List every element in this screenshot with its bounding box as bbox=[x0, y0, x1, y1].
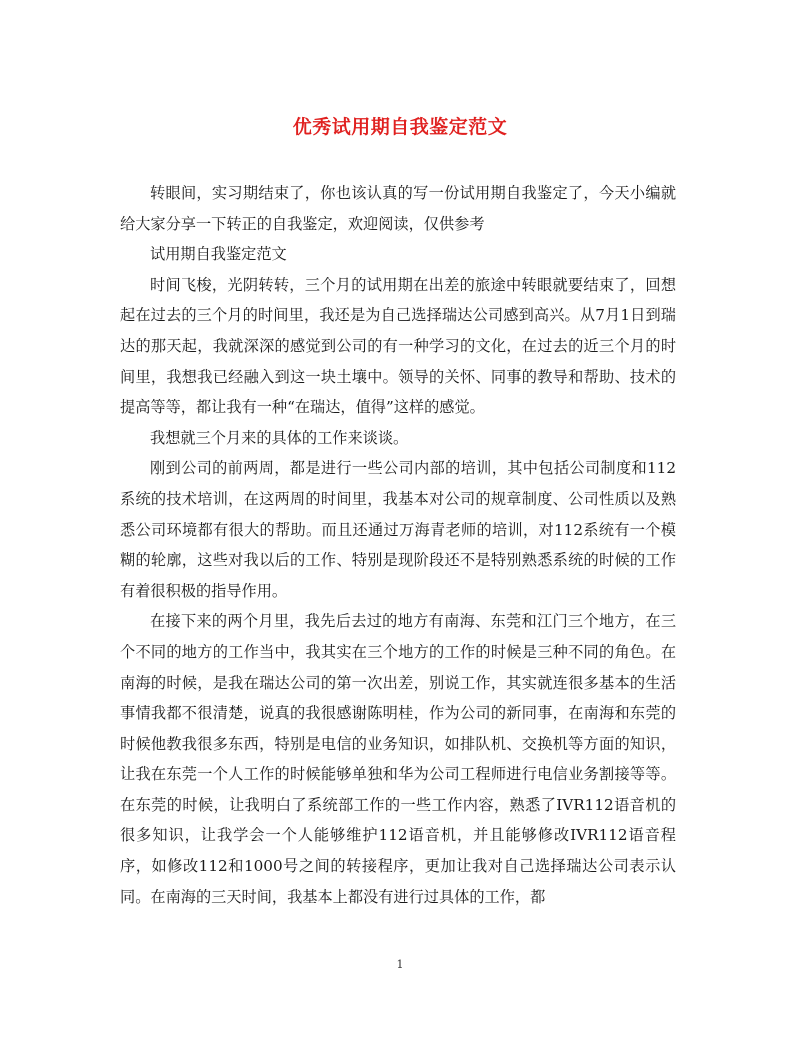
paragraph-subheading: 试用期自我鉴定范文 bbox=[150, 245, 287, 264]
page-number: 1 bbox=[396, 958, 404, 971]
paragraph-business-trips: 在接下来的两个月里，我先后去过的地方有南海、东莞和江门三个地方，在三个不同的地方的工作当中，我其实在三个地方的工作的时候是三种不同的角色。在南海的时候，是我在瑞达公司的第一次出差，别说工作，其实就连很多基本的生活事情我都不很清楚，说真的我很感谢陈明桂，作为公司的新同事，在南海和东莞的时候他教我很多东西，特别是电信的业务知识，如排队机、交换机等方面的知识，让我在东莞一个人工作的时候能够单独和华为公司工程师进行电信业务割接等等。在东莞的时候，让我明白了系统部工作的一些工作内容，熟悉了IVR112语音机的很多知识，让我学会一个人能够维护112语音机，并且能够修改IVR112语音程序，如修改112和1000号之间的转接程序，更加让我对自己选择瑞达公司表示认同。在南海的三天时间，我基本上都没有进行过具体的工作，都 bbox=[120, 612, 676, 906]
document-body bbox=[120, 178, 676, 912]
paragraph-overview: 时间飞梭，光阴转转，三个月的试用期在出差的旅途中转眼就要结束了，回想起在过去的三个月的时间里，我还是为自己选择瑞达公司感到高兴。从7月1日到瑞达的那天起，我就深深的感觉到公司的有一种学习的文化，在过去的近三个月的时间里，我想我已经融入到这一块土壤中。领导的关怀、同事的教导和帮助、技术的提高等等，都让我有一种“在瑞达，值得”这样的感觉。 bbox=[120, 275, 676, 417]
paragraph-intro: 转眼间，实习期结束了，你也该认真的写一份试用期自我鉴定了，今天小编就给大家分享一下转正的自我鉴定，欢迎阅读，仅供参考 bbox=[120, 184, 676, 233]
document-title: 优秀试用期自我鉴定范文 bbox=[292, 116, 508, 138]
paragraph-work-intro: 我想就三个月来的具体的工作来谈谈。 bbox=[150, 428, 409, 447]
paragraph-training: 刚到公司的前两周，都是进行一些公司内部的培训，其中包括公司制度和112系统的技术培训，在这两周的时间里，我基本对公司的规章制度、公司性质以及熟悉公司环境都有很大的帮助。而且还通过万海青老师的培训，对112系统有一个模糊的轮廓，这些对我以后的工作、特别是现阶段还不是特别熟悉系统的时候的工作有着很积极的指导作用。 bbox=[120, 459, 676, 600]
